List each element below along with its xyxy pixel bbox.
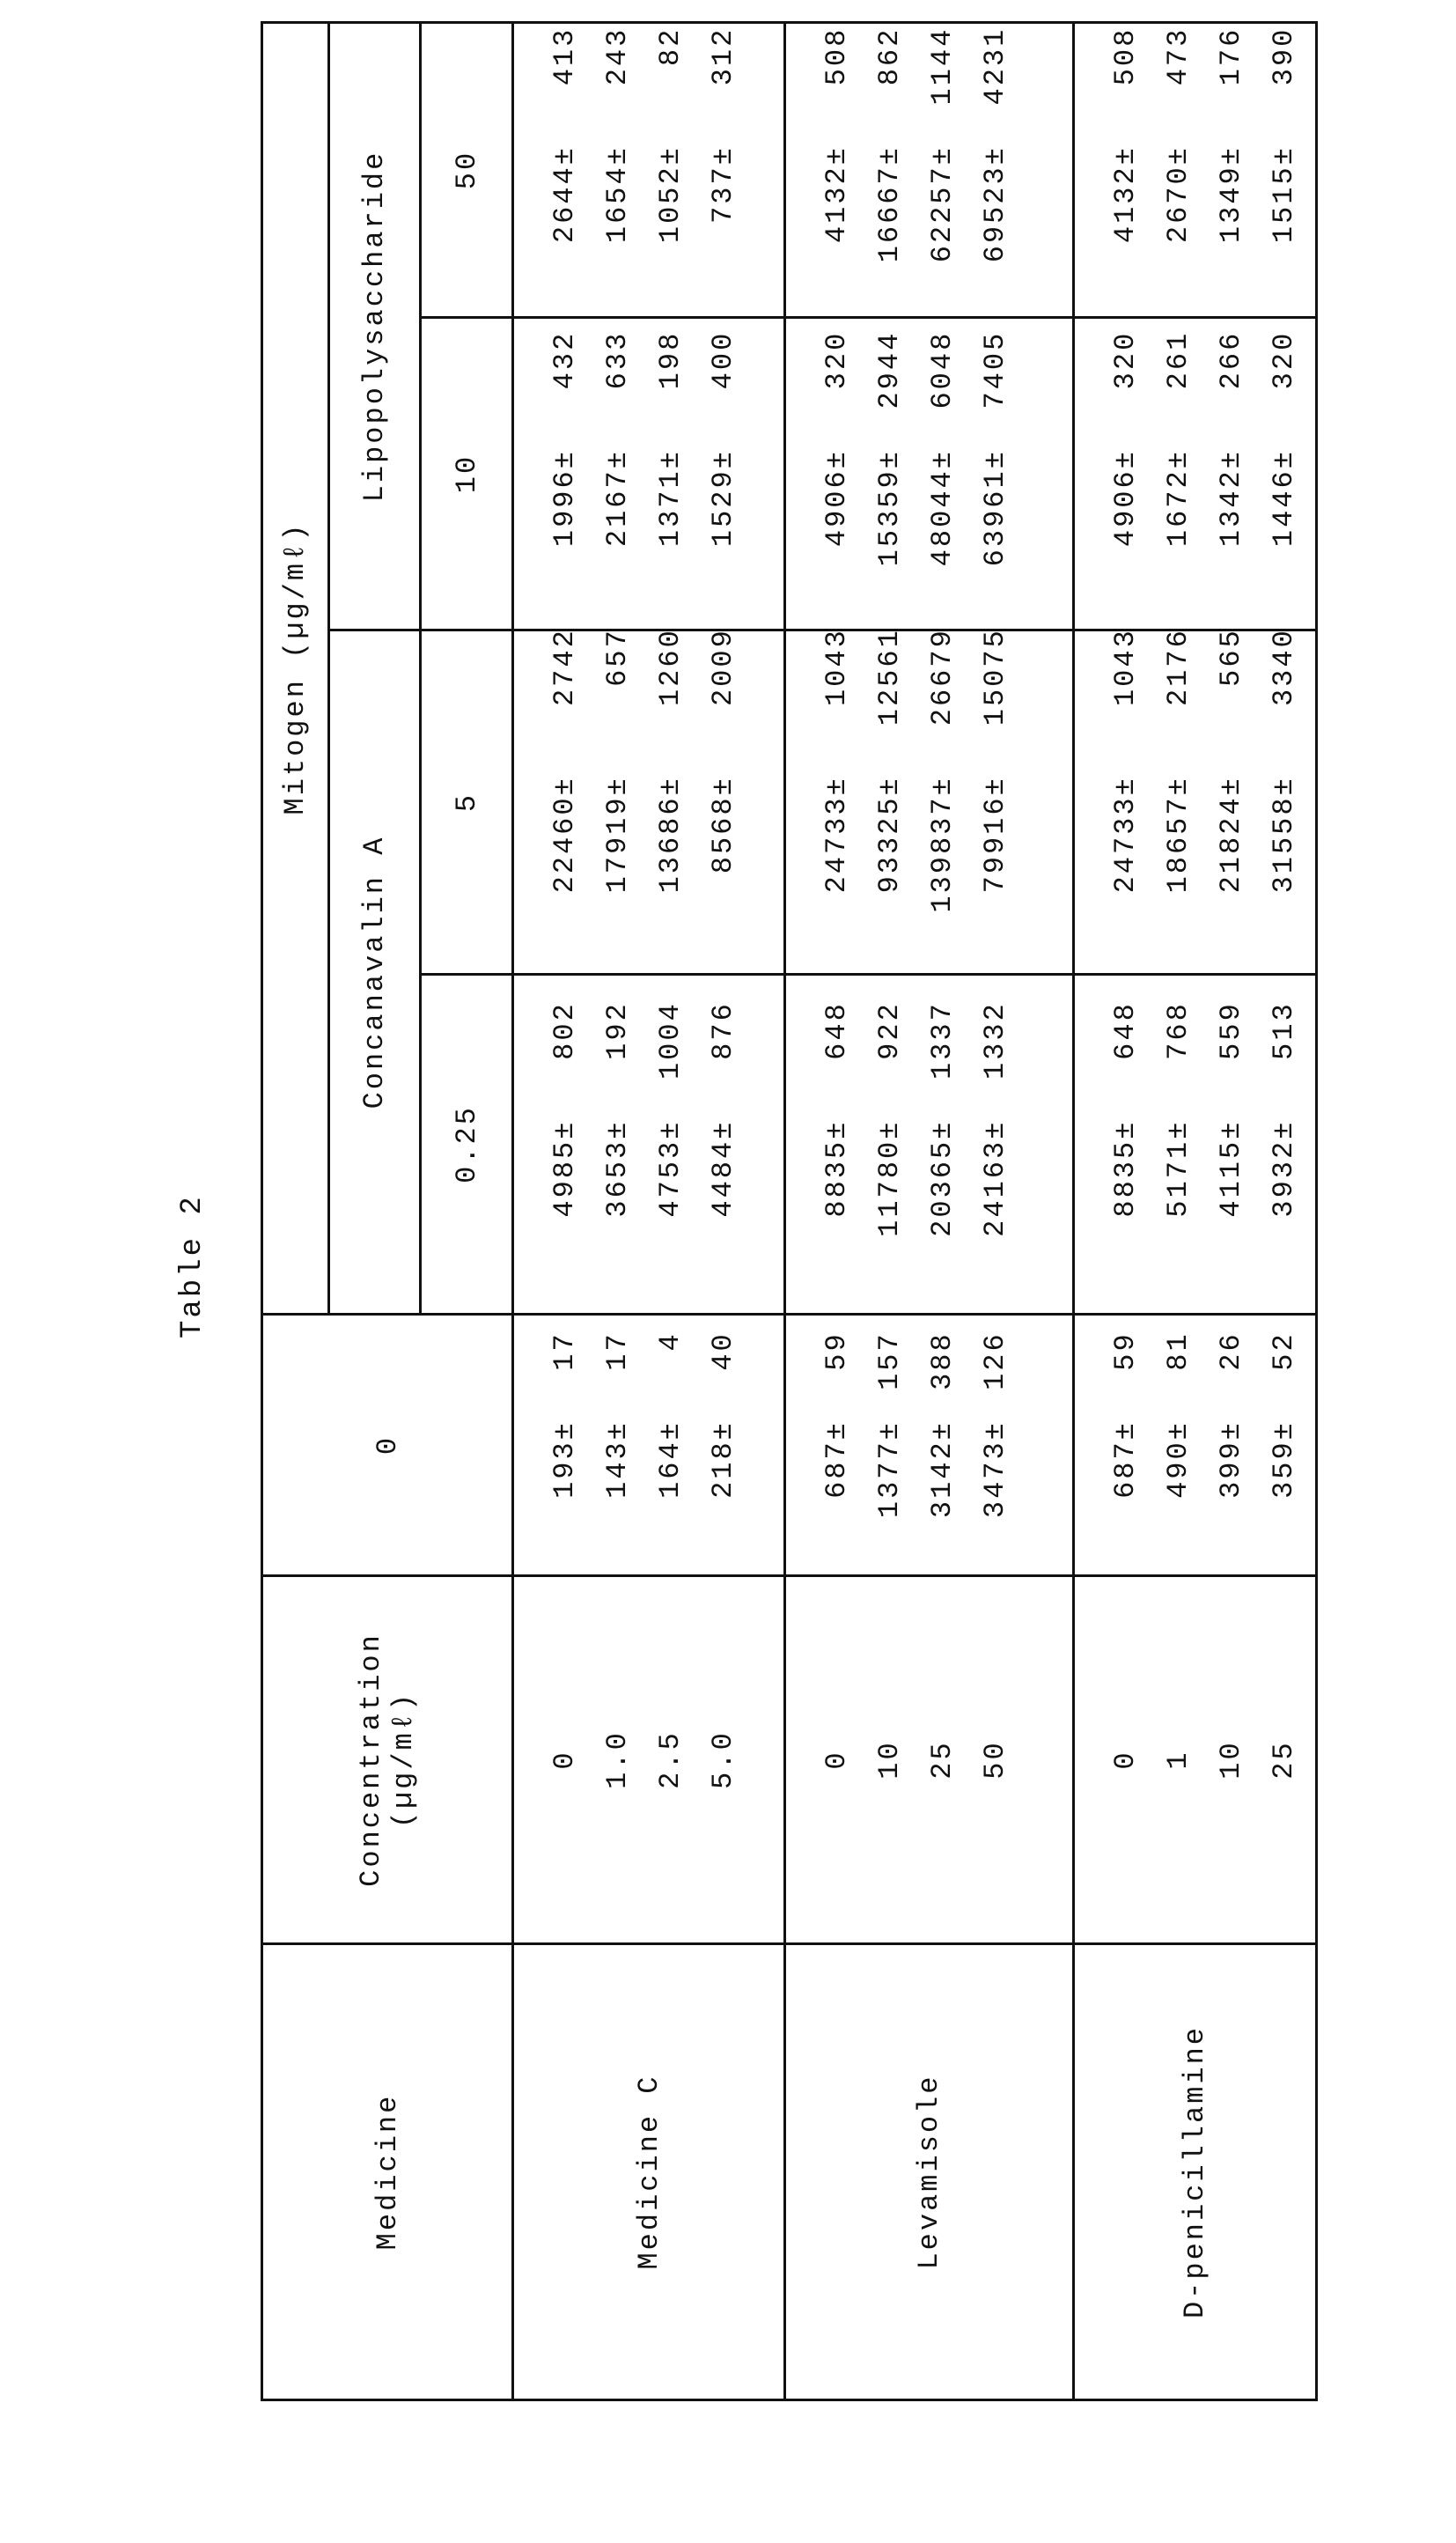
mean-value: 3932 [1258, 1139, 1311, 1287]
mean-sd-value [969, 1316, 1022, 1574]
sd-value: 243 [592, 27, 644, 145]
sd-value: 26679 [916, 628, 969, 776]
mean-value: 687 [811, 1440, 864, 1558]
mean-value: 687 [1099, 1440, 1152, 1558]
results-table-rotated [261, 24, 1315, 2401]
concentration-value: 1.0 [592, 1577, 644, 1942]
mean-value: 3142 [916, 1440, 969, 1558]
mean-sd-value [864, 319, 916, 629]
mean-value: 3473 [969, 1440, 1022, 1558]
sd-value: 508 [1099, 27, 1152, 145]
mean-value: 8568 [697, 795, 750, 973]
concentration-value: 10 [1205, 1577, 1258, 1942]
sd-value: 261 [1152, 331, 1205, 449]
mean-value: 737 [697, 165, 750, 313]
plus-minus-sign: ± [926, 776, 959, 795]
header-concentration [262, 1576, 513, 1944]
mean-sd-value [644, 1316, 697, 1574]
concentration-value: 0 [1099, 1577, 1152, 1942]
plus-minus-sign: ± [1162, 1420, 1195, 1440]
mean-value: 2167 [592, 468, 644, 616]
value-cell [785, 22, 1074, 317]
plus-minus-sign: ± [926, 1420, 959, 1440]
plus-minus-sign: ± [820, 776, 853, 795]
mean-value: 490 [1152, 1440, 1205, 1558]
plus-minus-sign: ± [548, 145, 581, 165]
sd-value: 768 [1152, 1001, 1205, 1119]
mean-value: 13686 [644, 795, 697, 973]
sd-value: 1337 [916, 1001, 969, 1119]
mean-value: 1349 [1205, 165, 1258, 313]
plus-minus-sign: ± [873, 145, 906, 165]
plus-minus-sign: ± [654, 145, 687, 165]
mean-value: 1515 [1258, 165, 1311, 313]
mean-value: 1371 [644, 468, 697, 616]
mean-value: 1377 [864, 1440, 916, 1558]
sd-value: 400 [697, 331, 750, 449]
mean-value: 1342 [1205, 468, 1258, 616]
sd-value: 1332 [969, 1001, 1022, 1119]
concentration-cell [785, 1576, 1074, 1944]
mean-sd-value [916, 631, 969, 973]
mean-sd-value [864, 24, 916, 316]
sd-value: 473 [1152, 27, 1205, 145]
plus-minus-sign: ± [548, 449, 581, 468]
mean-sd-value [1099, 24, 1152, 316]
plus-minus-sign: ± [1109, 776, 1142, 795]
sd-value: 657 [592, 628, 644, 776]
mean-sd-value [1258, 976, 1311, 1313]
sd-value: 17 [592, 1331, 644, 1420]
mean-sd-value [539, 24, 592, 316]
concentration-value: 25 [1258, 1577, 1311, 1942]
mean-value: 359 [1258, 1440, 1311, 1558]
mean-value: 24163 [969, 1139, 1022, 1287]
mean-value: 4906 [811, 468, 864, 616]
header-lipopolysaccharide: Lipopolysaccharide [329, 22, 421, 630]
concentration-value: 1 [1152, 1577, 1205, 1942]
plus-minus-sign: ± [1215, 776, 1247, 795]
mean-sd-value [644, 976, 697, 1313]
plus-minus-sign: ± [707, 449, 739, 468]
sd-value: 1004 [644, 1001, 697, 1119]
mean-sd-value [644, 631, 697, 973]
mean-value: 1529 [697, 468, 750, 616]
mean-value: 3653 [592, 1139, 644, 1287]
sd-value: 862 [864, 27, 916, 145]
sd-value: 157 [864, 1331, 916, 1420]
sd-value: 802 [539, 1001, 592, 1119]
plus-minus-sign: ± [820, 1120, 853, 1139]
table-group-row [1074, 22, 1317, 2399]
header-control: 0 [262, 1315, 513, 1576]
sd-value: 320 [1258, 331, 1311, 449]
plus-minus-sign: ± [601, 1120, 634, 1139]
table-title: Table 2 [176, 1194, 210, 1338]
mean-sd-value [592, 1316, 644, 1574]
sd-value: 82 [644, 27, 697, 145]
mean-sd-value [697, 319, 750, 629]
plus-minus-sign: ± [979, 776, 1011, 795]
sd-value: 320 [811, 331, 864, 449]
medicine-name: Levamisole [785, 1944, 1074, 2400]
medicine-name: Medicine C [513, 1944, 785, 2400]
results-table [261, 21, 1318, 2401]
sd-value: 26 [1205, 1331, 1258, 1420]
plus-minus-sign: ± [820, 145, 853, 165]
mean-sd-value [592, 631, 644, 973]
plus-minus-sign: ± [601, 776, 634, 795]
mean-sd-value [644, 24, 697, 316]
sd-value: 2742 [539, 628, 592, 776]
mean-sd-value [969, 976, 1022, 1313]
mean-sd-value [539, 319, 592, 629]
mean-value: 218 [697, 1440, 750, 1558]
mean-value: 63961 [969, 468, 1022, 616]
sd-value: 3340 [1258, 628, 1311, 776]
plus-minus-sign: ± [926, 145, 959, 165]
sd-value: 59 [811, 1331, 864, 1420]
mean-sd-value [697, 976, 750, 1313]
plus-minus-sign: ± [601, 1420, 634, 1440]
plus-minus-sign: ± [873, 776, 906, 795]
medicine-name: D-penicillamine [1074, 1944, 1317, 2400]
header-dose: 5 [421, 630, 513, 975]
plus-minus-sign: ± [979, 1120, 1011, 1139]
sd-value: 52 [1258, 1331, 1311, 1420]
plus-minus-sign: ± [1162, 449, 1195, 468]
value-cell [513, 22, 785, 317]
mean-sd-value [1205, 976, 1258, 1313]
plus-minus-sign: ± [1268, 449, 1300, 468]
mean-sd-value [1258, 319, 1311, 629]
mean-sd-value [969, 319, 1022, 629]
value-cell [785, 1315, 1074, 1576]
mean-sd-value [811, 1316, 864, 1574]
sd-value: 198 [644, 331, 697, 449]
mean-sd-value [592, 319, 644, 629]
sd-value: 2009 [697, 628, 750, 776]
mean-value: 2644 [539, 165, 592, 313]
plus-minus-sign: ± [1109, 449, 1142, 468]
sd-value: 648 [811, 1001, 864, 1119]
mean-value: 18657 [1152, 795, 1205, 973]
sd-value: 4 [644, 1331, 697, 1420]
concentration-value: 0 [539, 1577, 592, 1942]
plus-minus-sign: ± [1268, 1120, 1300, 1139]
plus-minus-sign: ± [1162, 776, 1195, 795]
mean-value: 143 [592, 1440, 644, 1558]
mean-sd-value [1099, 1316, 1152, 1574]
mean-value: 24733 [811, 795, 864, 973]
sd-value: 390 [1258, 27, 1311, 145]
mean-sd-value [811, 24, 864, 316]
plus-minus-sign: ± [979, 145, 1011, 165]
sd-value: 12561 [864, 628, 916, 776]
value-cell [1074, 1315, 1317, 1576]
plus-minus-sign: ± [1268, 776, 1300, 795]
sd-value: 176 [1205, 27, 1258, 145]
mean-sd-value [1099, 976, 1152, 1313]
value-cell [1074, 630, 1317, 975]
plus-minus-sign: ± [926, 449, 959, 468]
sd-value: 508 [811, 27, 864, 145]
mean-sd-value [1258, 24, 1311, 316]
mean-sd-value [811, 319, 864, 629]
sd-value: 4231 [969, 27, 1022, 145]
mean-value: 20365 [916, 1139, 969, 1287]
sd-value: 1043 [1099, 628, 1152, 776]
mean-value: 4132 [1099, 165, 1152, 313]
mean-sd-value [1099, 631, 1152, 973]
header-medicine: Medicine [262, 1944, 513, 2400]
mean-value: 164 [644, 1440, 697, 1558]
mean-sd-value [969, 24, 1022, 316]
mean-sd-value [1152, 631, 1205, 973]
mean-sd-value [1205, 631, 1258, 973]
mean-sd-value [916, 976, 969, 1313]
mean-sd-value [1099, 319, 1152, 629]
sd-value: 17 [539, 1331, 592, 1420]
mean-sd-value [1152, 319, 1205, 629]
sd-value: 2176 [1152, 628, 1205, 776]
mean-value: 21824 [1205, 795, 1258, 973]
mean-value: 2670 [1152, 165, 1205, 313]
mean-sd-value [539, 1316, 592, 1574]
header-concentration-label: Concentration [355, 1577, 387, 1942]
mean-value: 4753 [644, 1139, 697, 1287]
plus-minus-sign: ± [873, 449, 906, 468]
mean-sd-value [1205, 24, 1258, 316]
table-group-row [513, 22, 785, 2399]
mean-sd-value [697, 24, 750, 316]
concentration-value: 10 [864, 1577, 916, 1942]
value-cell [785, 318, 1074, 630]
value-cell [513, 318, 785, 630]
mean-value: 11780 [864, 1139, 916, 1287]
plus-minus-sign: ± [1215, 1420, 1247, 1440]
concentration-value: 5.0 [697, 1577, 750, 1942]
plus-minus-sign: ± [654, 1420, 687, 1440]
header-dose: 50 [421, 22, 513, 317]
concentration-value: 25 [916, 1577, 969, 1942]
mean-value: 15359 [864, 468, 916, 616]
mean-value: 1672 [1152, 468, 1205, 616]
mean-sd-value [969, 631, 1022, 973]
plus-minus-sign: ± [707, 1420, 739, 1440]
plus-minus-sign: ± [707, 776, 739, 795]
sd-value: 413 [539, 27, 592, 145]
plus-minus-sign: ± [873, 1420, 906, 1440]
mean-value: 22460 [539, 795, 592, 973]
mean-value: 16667 [864, 165, 916, 313]
mean-value: 24733 [1099, 795, 1152, 973]
mean-sd-value [864, 631, 916, 973]
mean-sd-value [539, 976, 592, 1313]
mean-sd-value [916, 1316, 969, 1574]
sd-value: 559 [1205, 1001, 1258, 1119]
concentration-value: 50 [969, 1577, 1022, 1942]
sd-value: 922 [864, 1001, 916, 1119]
sd-value: 1144 [916, 27, 969, 145]
sd-value: 432 [539, 331, 592, 449]
plus-minus-sign: ± [654, 1120, 687, 1139]
mean-value: 1654 [592, 165, 644, 313]
mean-sd-value [592, 976, 644, 1313]
mean-value: 69523 [969, 165, 1022, 313]
mean-sd-value [864, 976, 916, 1313]
sd-value: 876 [697, 1001, 750, 1119]
plus-minus-sign: ± [820, 449, 853, 468]
mean-value: 4484 [697, 1139, 750, 1287]
plus-minus-sign: ± [1268, 145, 1300, 165]
mean-sd-value [697, 1316, 750, 1574]
plus-minus-sign: ± [707, 145, 739, 165]
sd-value: 15075 [969, 628, 1022, 776]
concentration-cell [1074, 1576, 1317, 1944]
concentration-value: 2.5 [644, 1577, 697, 1942]
mean-sd-value [916, 319, 969, 629]
header-mitogen: Mitogen (µg/mℓ) [262, 22, 329, 1314]
mean-value: 1052 [644, 165, 697, 313]
plus-minus-sign: ± [820, 1420, 853, 1440]
sd-value: 565 [1205, 628, 1258, 776]
mean-sd-value [1152, 24, 1205, 316]
plus-minus-sign: ± [979, 449, 1011, 468]
mean-value: 4985 [539, 1139, 592, 1287]
mean-value: 62257 [916, 165, 969, 313]
sd-value: 59 [1099, 1331, 1152, 1420]
value-cell [513, 975, 785, 1315]
value-cell [785, 630, 1074, 975]
mean-value: 48044 [916, 468, 969, 616]
plus-minus-sign: ± [1268, 1420, 1300, 1440]
mean-value: 93325 [864, 795, 916, 973]
value-cell [1074, 22, 1317, 317]
plus-minus-sign: ± [1215, 145, 1247, 165]
plus-minus-sign: ± [654, 776, 687, 795]
plus-minus-sign: ± [654, 449, 687, 468]
mean-value: 31558 [1258, 795, 1311, 973]
plus-minus-sign: ± [548, 1120, 581, 1139]
header-concentration-unit: (µg/mℓ) [387, 1577, 420, 1942]
mean-sd-value [644, 319, 697, 629]
plus-minus-sign: ± [601, 145, 634, 165]
value-cell [1074, 975, 1317, 1315]
plus-minus-sign: ± [873, 1120, 906, 1139]
sd-value: 192 [592, 1001, 644, 1119]
mean-sd-value [539, 631, 592, 973]
mean-value: 1446 [1258, 468, 1311, 616]
value-cell [1074, 318, 1317, 630]
concentration-value: 0 [811, 1577, 864, 1942]
mean-value: 193 [539, 1440, 592, 1558]
mean-value: 4906 [1099, 468, 1152, 616]
mean-value: 79916 [969, 795, 1022, 973]
mean-sd-value [864, 1316, 916, 1574]
sd-value: 320 [1099, 331, 1152, 449]
mean-sd-value [811, 976, 864, 1313]
sd-value: 2944 [864, 331, 916, 449]
mean-value: 399 [1205, 1440, 1258, 1558]
sd-value: 1043 [811, 628, 864, 776]
mean-sd-value [1152, 1316, 1205, 1574]
plus-minus-sign: ± [1215, 1120, 1247, 1139]
sd-value: 648 [1099, 1001, 1152, 1119]
value-cell [513, 630, 785, 975]
sd-value: 40 [697, 1331, 750, 1420]
mean-sd-value [697, 631, 750, 973]
mean-sd-value [1205, 319, 1258, 629]
sd-value: 388 [916, 1331, 969, 1420]
plus-minus-sign: ± [548, 1420, 581, 1440]
sd-value: 126 [969, 1331, 1022, 1420]
mean-sd-value [916, 24, 969, 316]
header-dose: 0.25 [421, 975, 513, 1315]
plus-minus-sign: ± [1109, 145, 1142, 165]
value-cell [513, 1315, 785, 1576]
plus-minus-sign: ± [601, 449, 634, 468]
mean-value: 8835 [1099, 1139, 1152, 1287]
mean-value: 4115 [1205, 1139, 1258, 1287]
plus-minus-sign: ± [1215, 449, 1247, 468]
plus-minus-sign: ± [1109, 1120, 1142, 1139]
plus-minus-sign: ± [1162, 145, 1195, 165]
mean-value: 17919 [592, 795, 644, 973]
concentration-cell [513, 1576, 785, 1944]
plus-minus-sign: ± [1109, 1420, 1142, 1440]
mean-value: 5171 [1152, 1139, 1205, 1287]
sd-value: 312 [697, 27, 750, 145]
mean-value: 4132 [811, 165, 864, 313]
sd-value: 513 [1258, 1001, 1311, 1119]
mean-sd-value [1258, 1316, 1311, 1574]
plus-minus-sign: ± [1162, 1120, 1195, 1139]
sd-value: 81 [1152, 1331, 1205, 1420]
sd-value: 7405 [969, 331, 1022, 449]
mean-sd-value [1205, 1316, 1258, 1574]
mean-value: 8835 [811, 1139, 864, 1287]
plus-minus-sign: ± [926, 1120, 959, 1139]
header-dose: 10 [421, 318, 513, 630]
mean-value: 1996 [539, 468, 592, 616]
table-group-row [785, 22, 1074, 2399]
sd-value: 6048 [916, 331, 969, 449]
plus-minus-sign: ± [548, 776, 581, 795]
mean-value: 139837 [916, 795, 969, 973]
sd-value: 1260 [644, 628, 697, 776]
mean-sd-value [1258, 631, 1311, 973]
header-concanavalin-a: Concanavalin A [329, 630, 421, 1315]
plus-minus-sign: ± [979, 1420, 1011, 1440]
plus-minus-sign: ± [707, 1120, 739, 1139]
sd-value: 633 [592, 331, 644, 449]
sd-value: 266 [1205, 331, 1258, 449]
mean-sd-value [592, 24, 644, 316]
mean-sd-value [1152, 976, 1205, 1313]
value-cell [785, 975, 1074, 1315]
mean-sd-value [811, 631, 864, 973]
